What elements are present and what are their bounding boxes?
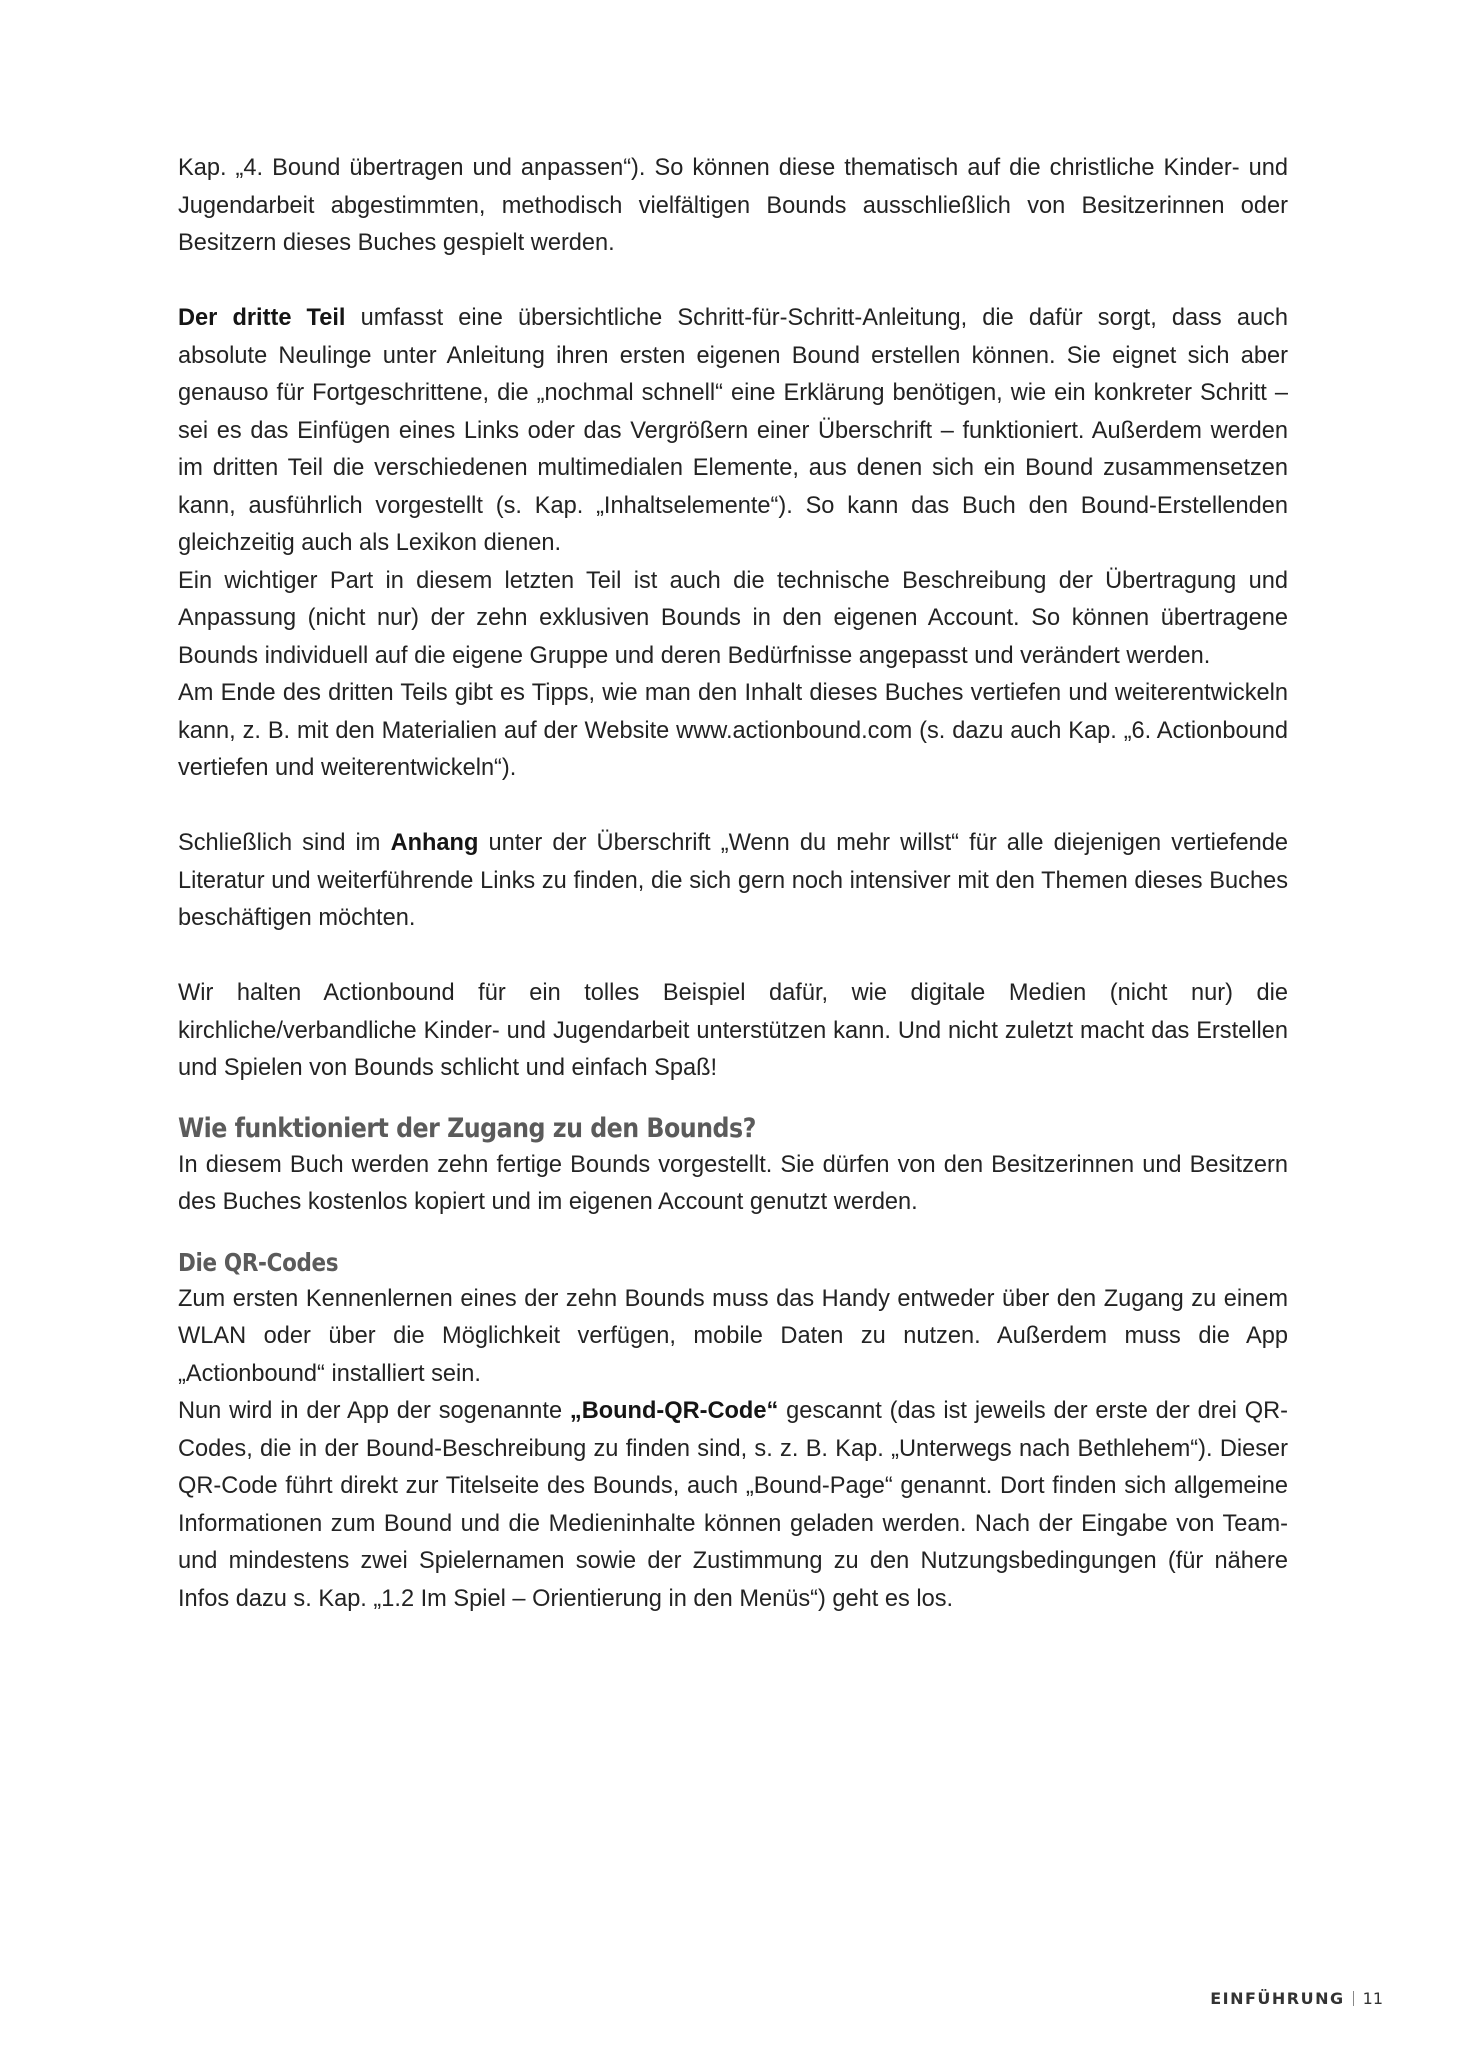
bold-term: Anhang bbox=[390, 830, 479, 856]
body-paragraph bbox=[178, 300, 1288, 563]
body-paragraph: Wir halten Actionbound für ein tolles Beispiel dafür, wie digitale Medien (nicht nur) die kirchliche/verbandliche Kinder- und Jugendarbeit unterstützen kann. Und nicht zuletzt macht das Erstellen und Spielen von Bounds schlicht und einfach Spaß! bbox=[178, 980, 1288, 1081]
body-paragraph bbox=[178, 1393, 1288, 1618]
bold-term: „Bound-QR-Code“ bbox=[569, 1398, 779, 1424]
paragraph-text: Schließlich sind im bbox=[178, 830, 391, 856]
page-content bbox=[178, 150, 1288, 1618]
paragraph-gap bbox=[178, 788, 1288, 826]
body-paragraph: Zum ersten Kennenlernen eines der zehn Bounds muss das Handy entweder über den Zugang zu einem WLAN oder über die Möglichkeit verfügen, mobile Daten zu nutzen. Außerdem muss die App „Actionbound“ installiert sein. bbox=[178, 1285, 1288, 1387]
paragraph-text: gescannt (das ist jeweils der erste der drei QR-Codes, die in der Bound-Beschreibung zu finden sind, s. z. B. Kap. „Unterwegs nach Bethlehem“). Dieser QR-Code führt direkt zur Titelseite des Bounds, auch „Bound-Page“ genannt. Dort finden sich allgemeine Informationen zum Bound und die Medieninhalte können geladen werden. Nach der Eingabe von Team- und mindestens zwei Spielernamen sowie der Zustimmung zu den Nutzungsbedingungen (für nähere Infos dazu s. Kap. „1.2 Im Spiel – Orientierung in den Menüs“) geht es los. bbox=[178, 1398, 1288, 1612]
paragraph-text: Nun wird in der App der sogenannte bbox=[178, 1398, 570, 1424]
paragraph-text: umfasst eine übersichtliche Schritt-für-Schritt-Anleitung, die dafür sorgt, dass auch absolute Neulinge unter Anleitung ihren ersten eigenen Bound erstellen können. Sie eignet sich aber genauso für Fortgeschrittene, die „nochmal schnell“ eine Erklärung benötigen, wie ein konkreter Schritt – sei es das Einfügen eines Links oder das Vergrößern einer Überschrift – funktioniert. Außerdem werden im dritten Teil die verschiedenen multimedialen Elemente, aus denen sich ein Bound zusammensetzen kann, ausführlich vorgestellt (s. Kap. „Inhaltselemente“). So kann das Buch den Bound-Erstellenden gleichzeitig auch als Lexikon dienen. bbox=[178, 305, 1288, 556]
body-paragraph: Kap. „4. Bound übertragen und anpassen“). So können diese thematisch auf die christliche Kinder- und Jugendarbeit abgestimmten, methodisch vielfältigen Bounds ausschließlich von Besitzerinnen oder Besitzern dieses Buches gespielt werden. bbox=[178, 155, 1288, 256]
body-paragraph: Am Ende des dritten Teils gibt es Tipps, wie man den Inhalt dieses Buches vertiefen und weiterentwickeln kann, z. B. mit den Materialien auf der Website www.actionbound.com (s. dazu auch Kap. „6. Actionbound vertiefen und weiterentwickeln“). bbox=[178, 680, 1288, 781]
paragraph-text: unter der Überschrift „Wenn du mehr willst“ für alle diejenigen vertiefende Literatur und weiterführende Links zu finden, die sich gern noch intensiver mit den Themen dieses Buches beschäftigen möchten. bbox=[178, 830, 1289, 931]
subsection-heading: Die QR-Codes bbox=[178, 1247, 339, 1277]
paragraph-gap bbox=[178, 263, 1288, 301]
body-paragraph: In diesem Buch werden zehn fertige Bounds vorgestellt. Sie dürfen von den Besitzerinnen und Besitzern des Buches kostenlos kopiert und im eigenen Account genutzt werden. bbox=[178, 1151, 1288, 1215]
section-heading: Wie funktioniert der Zugang zu den Bounds? bbox=[178, 1112, 756, 1144]
body-paragraph bbox=[178, 825, 1288, 938]
section-gap bbox=[178, 1088, 1288, 1110]
body-paragraph: Ein wichtiger Part in diesem letzten Teil ist auch die technische Beschreibung der Übertragung und Anpassung (nicht nur) der zehn exklusiven Bounds in den eigenen Account. So können übertragene Bounds individuell auf die eigene Gruppe und deren Bedürfnisse angepasst und verändert werden. bbox=[178, 567, 1288, 669]
paragraph-gap bbox=[178, 938, 1288, 976]
page-number: 11 bbox=[1362, 1989, 1383, 2008]
footer-section-title: EINFÜHRUNG bbox=[1210, 1989, 1345, 2008]
page-footer bbox=[1210, 1989, 1383, 2009]
footer-divider bbox=[1353, 1991, 1354, 2006]
bold-lead: Der dritte Teil bbox=[178, 305, 346, 331]
section-gap bbox=[178, 1222, 1288, 1244]
